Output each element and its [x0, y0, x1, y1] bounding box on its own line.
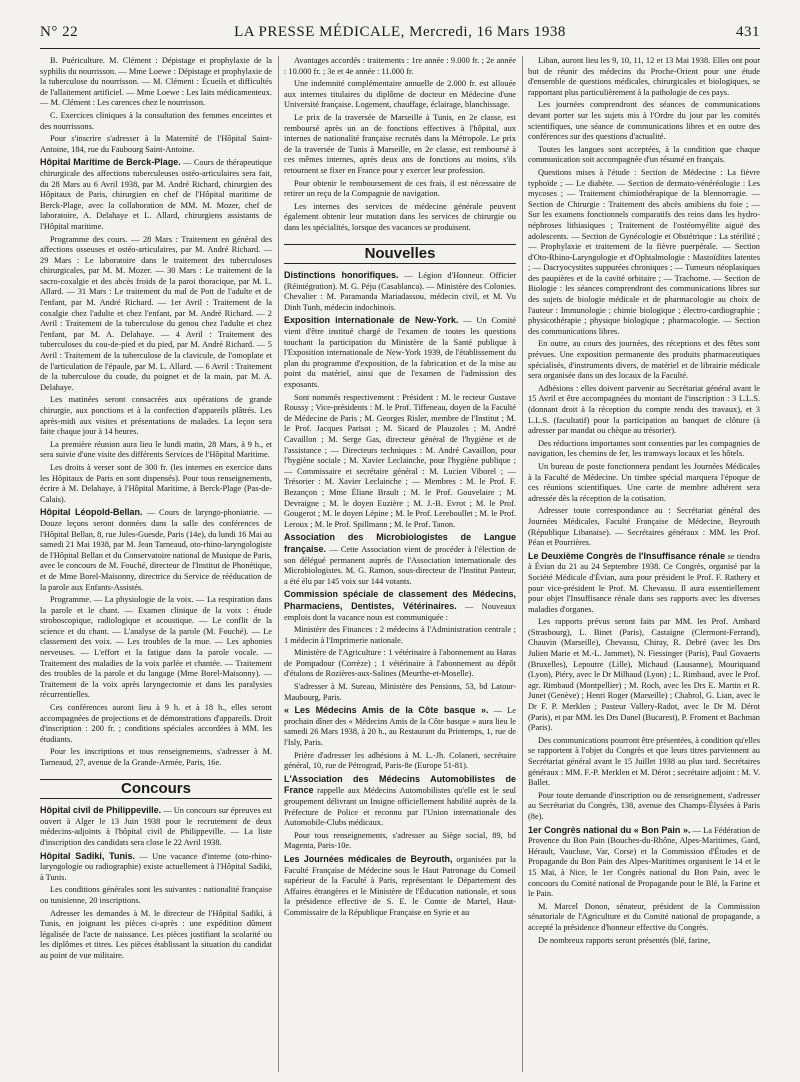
paragraph-text: — Un concours sur épreuves est ouvert à Alger le 13 Juin 1938 pour le recrutement de deux médecins-adjoints à l'hôpital civil de Philippeville. — La liste d'inscription des candidats sera close le 22 Avril 1938. [40, 806, 272, 847]
article-paragraph [284, 831, 516, 852]
article-paragraph [40, 909, 272, 962]
article-paragraph [528, 791, 760, 823]
paragraph-text: Pour s'inscrire s'adresser à la Maternité de l'Hôpital Saint-Antoine, 184, rue du Faubourg Saint-Antoine. [40, 134, 272, 154]
article-paragraph [528, 462, 760, 504]
paragraph-text: Ces conférences auront lieu à 9 h. et à 18 h., elles seront accompagnées de projections et de démonstrations d'appareils. Droit d'inscription : 200 fr. ; conditions spéciales accordées à MM. les étudiants. [40, 703, 272, 744]
paragraph-text: B. Puériculture. M. Clément : Dépistage et prophylaxie de la syphilis du nourrisson. — Mme Loewe : Dépistage et prophylaxie de la tuberculose du nourrisson. — M. Clément : Écueils et difficultés de l'allaitement artificiel. — Mme Loewe : Les laits médicamenteux. — M. Clément : Les carences chez le nourrisson. [40, 56, 272, 108]
column-left [40, 56, 272, 1072]
paragraph-text: Adresser les demandes à M. le directeur de l'Hôpital Sadiki, à Tunis, en joignant les pièces ci-après : une expédition dûment légalisée de l'acte de naissance. Les pièces justifiant la scolarité ou les diplômes et titres. Les pièces établissant la situation du candidat au point de vue militaire. [40, 908, 272, 960]
paragraph-text: Les conditions générales sont les suivantes : nationalité française ou tunisienne, 20 inscriptions. [40, 885, 272, 905]
article-paragraph [528, 439, 760, 460]
article-paragraph [528, 617, 760, 734]
paragraph-text: Les journées comprendront des séances de communications devant porter sur les sujets mis à l'Ordre du jour par les comités scientifiques, une séance de communications libres et en outre des conférences sur des questions d'actualité. [528, 100, 760, 142]
article-paragraph [40, 747, 272, 768]
article-paragraph [40, 134, 272, 155]
article-paragraph [284, 648, 516, 680]
article-paragraph [40, 235, 272, 394]
column-middle [284, 56, 516, 1072]
article-paragraph [528, 145, 760, 166]
article-paragraph [40, 440, 272, 461]
article-paragraph [528, 384, 760, 437]
article-paragraph [528, 506, 760, 548]
article-heading: Hôpital Maritime de Berck-Plage. [40, 157, 181, 168]
article-paragraph [40, 111, 272, 132]
paragraph-text: organisées par la Faculté Française de Médecine sous le Haut Patronage du Conseil supérieur de la Faculté à Paris, représentant le Département des Affaires étrangères et le Ministère de l'Éducation nationale, et sous la présidence effective de S. E. le Comte de Martel, Haut-Commissaire de la République Française en Syrie et au [284, 854, 516, 917]
issue-number: N° 22 [40, 24, 79, 40]
paragraph-text: — Nouveaux emplois dont la vacance nous est communiquée : [284, 601, 516, 622]
paragraph-text: Questions mises à l'étude : Section de Médecine : La fièvre typhoïde ; — Le diabète. — Section de dermato-vénéréologie : Les mycoses ; — Traitement chimiothérapique de la blennorragie. — Section de Chirurgie : Traitement des abcès amibiens du foie ; — Sur les examens fonctionnels comparatifs des reins dans les hydro-néphroses lithiasiques ; Traitement de l'ostéomyélite aiguë des adolescents. — Section de Gynécologie et Obstétrique : La stérilité ; — Prophylaxie et traitement de la fièvre puerpérale. — Section d'Oto-Rhino-Laryngologie et d'Ophtalmologie : Mastoïdites latentes ; — Dacryocystites suppurées chroniques ; — Tumeurs néoplasiques des paupières et de la cavité orbitaire ; — Trachome. — Section de Biologie : les séances comprendront des communications libres sur des sujets de biologie médicale et de pharmacologie au choix de l'auteur : Immunologie ; chimie biologique ; électro-cardiographie ; physicothérapie ; physique biologique ; pharmacologie. — Section des communications libres. [528, 167, 760, 336]
article-paragraph [284, 113, 516, 177]
paragraph-text: Les droits à verser sont de 300 fr. (les internes en exercice dans les Hôpitaux de Paris en sont dispensés). Pour tous renseignements, écrire à M. Delahaye, à l'Hôpital Maritime, à Berck-Plage (Pas-de-Calais). [40, 462, 272, 504]
page-header [40, 22, 760, 46]
article-heading: Hôpital Sadiki, Tunis. [40, 850, 135, 861]
article-paragraph [284, 56, 516, 77]
paragraph-text: Programme. — La physiologie de la voix. — La respiration dans la parole et le chant. — Examen clinique de la voix : étude stroboscopique, radiologique et acoustique. — Le conflit de la science et du chant. — L'analyse de la parole (M. Fouché). — Le classement des voix. — Les troubles de la mue. — Les aphonies nerveuses. — L'effort et la fatigue dans la parole vocale. — Traitement des maladies de la voix parlée et chantée. — Traitement des troubles de la parole et du langage (Mme Borel-Maisonny). — Traitement de la voix après laryngectomie et dans les paralysies récurrentielles. [40, 595, 272, 700]
article-paragraph [528, 100, 760, 142]
paragraph-text: — Cours de laryngo-phoniatrie. — Douze leçons seront données dans la salle des conférences de l'Hôpital Bellan, 8, rue Jules-Guesde, Paris (14e), du lundi 16 Mai au samedi 21 Mai 1938, par M. Jean Tarneaud, oto-rhino-laryngologiste de l'Hôpital Bellan et du Conservatoire national de Musique de Paris, avec le concours de M. Fouché, directeur de l'Institut de Phonétique, et de Mme Borel-Maisonny, directrice du Service de rééducation de la parole aux Enfants-Assistés. [40, 508, 272, 592]
article-heading: Hôpital Léopold-Bellan. [40, 507, 143, 518]
paragraph-text: Ministère de l'Agriculture : 1 vétérinaire à l'abonnement au Haras de Pompadour (Corrèze) ; 1 vétérinaire à l'abonnement au dépôt d'étalons de Rozières-aux-Salines (Meurthe-et-Moselle). [284, 648, 516, 679]
article-paragraph [284, 682, 516, 703]
article-paragraph [284, 532, 516, 587]
article-paragraph [528, 825, 760, 900]
paragraph-text: Un bureau de poste fonctionnera pendant les Journées Médicales à la Faculté de Médecine. Un timbre spécial marquera l'époque de ces réunions scientifiques. Une carte de membre adhérent sera adressée dès la réception de la cotisation. [528, 461, 760, 503]
article-heading: Exposition internationale de New-York. [284, 315, 459, 326]
article-heading: L'Association des Médecins Automobilistes de France [284, 773, 516, 796]
paragraph-text: — Le prochain dîner des « Médecins Amis de la Côte basque » aura lieu le samedi 26 Mars 1938, à 20 h., au Restaurant du Printemps, 1, rue de l'Isly, Paris. [284, 706, 516, 748]
paragraph-text: Pour obtenir le remboursement de ces frais, il est nécessaire de retirer un reçu de la Compagnie de navigation. [284, 178, 516, 199]
article-paragraph [284, 270, 516, 313]
article-heading: « Les Médecins Amis de la Côte basque ». [284, 705, 489, 716]
article-paragraph [40, 703, 272, 745]
paragraph-text: Avantages accordés : traitements : 1re année : 9.000 fr. ; 2e année : 10.000 fr. ; 3e et 4e année : 11.000 fr. [284, 56, 516, 76]
article-paragraph [40, 56, 272, 109]
article-paragraph [528, 736, 760, 789]
article-paragraph [284, 751, 516, 772]
paragraph-text: S'adresser à M. Sureau, Ministère des Pensions, 53, bd Latour-Maubourg, Paris. [284, 682, 516, 702]
paragraph-text: — Un Comité vient d'être institué chargé de l'examen de toutes les questions touchant la participation du Ministère de la Santé publique à l'Exposition internationale de New-York 1939, de l'établissement du plan du programme d'exposition, de la fabrication et de la mise au point du matériel, ainsi que de l'examen de l'admission des exposants. [284, 316, 516, 390]
article-heading: Les Journées médicales de Beyrouth, [284, 853, 453, 864]
article-paragraph [528, 56, 760, 98]
article-paragraph [284, 202, 516, 234]
article-paragraph [528, 936, 760, 947]
paragraph-text: Des réductions importantes sont consenties par les compagnies de navigation, les chemins de fer, les tramways locaux et les hôtels. [528, 438, 760, 459]
article-paragraph [40, 885, 272, 906]
section-heading: Nouvelles [284, 244, 516, 265]
paragraph-text: Les internes des services de médecine générale peuvent également obtenir leur mutation dans les services de chirurgie ou dans les spécialités, lorsque des vacances se produisent. [284, 201, 516, 232]
paragraph-text: Les rapports prévus seront faits par MM. les Prof. Ambard (Strasbourg), L. Binet (Paris), Castaigne (Clermont-Ferrand), Chauvin (Marseille), Chevassu, Chiray, R. Debré (avec les Drs Julien Marie et M.-L. Jammet), N. Fiessinger (Paris), Paul Govaerts (Bruxelles), Lepoutre (Lille), Michaud (Lausanne), Mouriquand (Lyon), Piéry, avec le Dr Milhaud (Lyon) ; L. Rimbaud, avec le Prof. agr. Rimbaud (Montpellier) ; M. Roch, avec les Drs E. Martin et R. Junet (Genève) ; Henri Roger (Marseille) ; Chabrol, G. Lian, avec le Dr F. P. Merklen ; Pasteur Vallery-Radot, avec le Dr M. Dérot (Paris), et par MM. les Drs Danel (Bucarest), P. Froment et Bachman (Paris). [528, 617, 760, 733]
paragraph-text: M. Marcel Donon, sénateur, président de la Commission sénatoriale de l'Agriculture et du Comité national de propagande, a accepté la présidence d'honneur effective du Congrès. [528, 901, 760, 932]
paragraph-text: Adhésions : elles doivent parvenir au Secrétariat général avant le 15 Avril et être accompagnées du montant de l'inscription : 3 L.L.S. (donnant droit à la réception du compte rendu des travaux), et 3 L.L.S. (facultatif) pour la participation au banquet de clôture (à adresser par mandat ou chèque au trésorier). [528, 383, 760, 436]
header-rule [40, 48, 760, 49]
paragraph-text: — Une vacance d'interne (oto-rhino-laryngologie ou radiographie) existe actuellement à l'Hôpital Sadiki, à Tunis. [40, 851, 272, 882]
page-number: 431 [736, 24, 760, 40]
article-paragraph [284, 854, 516, 919]
paragraph-text: rappelle aux Médecins Automobilistes qu'elle est le seul groupement délivrant un Insigne officiellement habilité auprès de la Préfecture de Police et reconnu par l'Union internationale des Automobile-Clubs médicaux. [284, 786, 516, 828]
article-paragraph [284, 79, 516, 111]
paragraph-text: Les matinées seront consacrées aux opérations de grande chirurgie, aux ponctions et à la confection d'appareils plâtrés. Les après-midi aux visites et présentations de malades. La leçon sera faite chaque jour à 14 heures. [40, 395, 272, 437]
article-paragraph [40, 507, 272, 593]
article-paragraph [40, 463, 272, 505]
article-paragraph [40, 157, 272, 232]
paragraph-text: Une indemnité complémentaire annuelle de 2.000 fr. est allouée aux internes titulaires du diplôme de docteur en Médecine d'une Université française. Logement, chauffage, éclairage, blanchissage. [284, 79, 516, 110]
paragraph-text: De nombreux rapports seront présentés (blé, farine, [538, 935, 711, 945]
article-paragraph [40, 851, 272, 884]
paragraph-text: Adresser toute correspondance au : Secrétariat général des Journées Médicales, Faculté Française de Médecine, Beyrouth (République Libanaise). — Secrétaires généraux : MM. les Prof. Péan et Pourrières. [528, 506, 760, 548]
paragraph-text: Le prix de la traversée de Marseille à Tunis, en 2e classe, est remboursé après un an de fonctions effectives à l'hôpital, aux internes de nationalité française recrutés dans la Métropole. Le prix de la traversée de Tunis à Marseille, en 2e classe, est remboursé à ces mêmes internes, après deux ans de fonctions au moins, s'ils retournent se fixer en France pour y exercer leur profession. [284, 112, 516, 175]
paragraph-text: — Légion d'Honneur. Officier (Réintégration). M. G. Péju (Casablanca). — Ministère des Colonies. Chevalier : M. Paramanda Mariadassou, médecin civil, et M. Vu Dinh Tunh, médecin indochinois. [284, 271, 516, 312]
article-heading: Association des Microbiologistes de Langue française. [284, 532, 516, 554]
article-paragraph [528, 339, 760, 381]
paragraph-text: — La Fédération de Provence du Bon Pain (Bouches-du-Rhône, Alpes-Maritimes, Gard, Hérault, Vaucluse, Var, Corse) et la Commission d'Études et de Propagande du Bon Pain des Alpes-Maritimes organisent le 14 et le 15 Mai, à Nice, le 1er Congrès national du Bon Pain, avec le concours du Comité national de Propagande pour le Blé, la Farine et le Pain. [528, 825, 760, 899]
article-heading: Commission spéciale de classement des Médecins, Pharmaciens, Dentistes, Vétérinaires. [284, 589, 516, 611]
article-paragraph [528, 551, 760, 616]
article-heading: Le Deuxième Congrès de l'Insuffisance rénale [528, 550, 726, 561]
article-paragraph [284, 774, 516, 829]
masthead-title: LA PRESSE MÉDICALE, Mercredi, 16 Mars 1938 [234, 24, 566, 40]
paragraph-text: En outre, au cours des journées, des réceptions et des fêtes sont prévues. Une exposition permanente des produits pharmaceutiques spécialisés, d'instruments divers, de matériel et de librairie médicale sera organisée dans un des locaux de la Faculté. [528, 339, 760, 381]
article-paragraph [284, 179, 516, 200]
paragraph-text: Pour les inscriptions et tous renseignements, s'adresser à M. Tarneaud, 27, avenue de la Grande-Armée, Paris, 16e. [40, 747, 272, 767]
article-heading: Hôpital civil de Philippeville. [40, 805, 162, 816]
column-divider [522, 56, 523, 1072]
paragraph-text: Sont nommés respectivement : Président : M. le recteur Gustave Roussy ; Vice-présidents : M. le Prof. Tiffeneau, doyen de la Faculté de Médecine de Paris ; M. Georges Risler, membre de l'Institut ; M. le Prof. Jacques Parisot ; M. Sicard de Plauzoles ; M. André Cavaillon ; M. Serge Gas, directeur général de l'hygiène et de l'assistance ; — Directeurs techniques : M. André Cavaillon, pour l'hygiène sociale ; M. Xavier Leclainche, pour l'hygiène publique ; — Commissaire et secrétaire général : M. Lucien Viborel ; — Trésorier : M. Xavier Leclainche ; — Membres : M. le Prof. F. Bezançon ; Mme Éliane Brault ; M. le Prof. Gouvelaire ; M. Devraigne ; M. le doyen Euzière ; M. J.-B. Evrot ; M. le Prof. Gougerot ; M. le doyen Lépine ; M. le Prof. Lereboullet ; M. le Prof. Leroux ; M. le Prof. Spillmann ; M. le Prof. Tanon. [284, 392, 516, 529]
article-paragraph [284, 625, 516, 646]
paragraph-text: Ministère des Finances : 2 médecins à l'Administration centrale ; 1 médecin à l'Imprimerie nationale. [284, 625, 516, 645]
paragraph-text: La première réunion aura lieu le lundi matin, 28 Mars, à 9 h., et sera suivie d'une visite des différents Services de l'Hôpital Maritime. [40, 439, 272, 460]
paragraph-text: Programme des cours. — 28 Mars : Traitement en général des affections osseuses et ostéo-articulaires, par M. André Richard. — 29 Mars : Le laboratoire dans le traitement des tuberculoses chirurgicales, par M. M. Mozer. — 30 Mars : Le traitement de la sacro-coxalgie et des abcès froids de la paroi thoracique, par M. L. Allard. — 31 Mars : Le traitement du mal de Pott de l'adulte et de l'enfant, par M. André Richard. — 1er Avril : Traitement de la coxalgie chez l'adulte et chez l'enfant, par M. André Richard. — 2 Avril : Traitement de la tuberculose du genou chez l'adulte et chez l'enfant, par M. A. Delahaye. — 4 Avril : Traitement des tuberculoses du cou-de-pied et du pied, par M. André Richard. — 5 Avril : Traitement de la tuberculose de la clavicule, de l'omoplate et de l'articulation de l'épaule, par M. L. Allard. — 6 Avril : Traitement de la tuberculose du coude, du poignet et de la main, par M. A. Delahaye. [40, 234, 272, 392]
paragraph-text: Pour toute demande d'inscription ou de renseignement, s'adresser au Secrétariat du Congrès, 138, avenue des Champs-Élysées à Paris (8e). [528, 790, 760, 821]
paragraph-text: — Cours de thérapeutique chirurgicale des affections tuberculeuses ostéo-articulaires sera fait, du 28 Mars au 6 Avril 1938, par M. André Richard, chirurgien des Hôpitaux de Paris, chirurgien en chef de l'Hôpital maritime de Berck-Plage, avec la collaboration de MM. M. Mozer, chef de laboratoire, A. Delahaye et L. Allard, chirurgiens assistants de l'Hôpital maritime. [40, 158, 272, 231]
paragraph-text: se tiendra à Évian du 21 au 24 Septembre 1938. Ce Congrès, organisé par la Société Médicale d'Évian, aura pour président le Prof. F. Rathery et pour vice-président le Prof. M. Chevassu. Il aura essentiellement pour objet l'Insuffisance rénale dans ses rapports avec les diverses maladies d'organes. [528, 551, 760, 614]
article-paragraph [40, 395, 272, 437]
column-divider [278, 56, 279, 1072]
section-heading: Concours [40, 779, 272, 800]
paragraph-text: Pour tous renseignements, s'adresser au Siège social, 89, bd Magenta, Paris-10e. [284, 830, 516, 851]
paragraph-text: Liban, auront lieu les 9, 10, 11, 12 et 13 Mai 1938. Elles ont pour but de réunir des médecins du Proche-Orient pour une étude d'ensemble de questions médicales, chirurgicales et biologiques, se rapportant plus particulièrement à la pathologie de ces pays. [528, 56, 760, 97]
paragraph-text: — Cette Association vient de procéder à l'élection de son délégué permanent auprès de l'Association internationale des Microbiologistes. M. G. Ramon, sous-directeur de l'Institut Pasteur, a été élu par 145 voix sur 144 votants. [284, 544, 516, 586]
paragraph-text: Toutes les langues sont acceptées, à la condition que chaque communication soit accompagnée d'un résumé en français. [528, 144, 760, 165]
column-right [528, 56, 760, 1072]
article-paragraph [284, 705, 516, 748]
article-paragraph [284, 393, 516, 531]
article-paragraph [284, 589, 516, 623]
article-paragraph [40, 805, 272, 848]
paragraph-text: C. Exercices cliniques à la consultation des femmes enceintes et des nourrissons. [40, 110, 272, 131]
article-paragraph [284, 315, 516, 390]
paragraph-text: Prière d'adresser les adhésions à M. L.-Jh. Colaneri, secrétaire général, 10, rue de Pétrograd, Paris-8e (Europe 51-81). [284, 750, 516, 771]
article-heading: 1er Congrès national du « Bon Pain ». [528, 824, 691, 835]
article-paragraph [528, 168, 760, 338]
article-paragraph [40, 595, 272, 701]
article-paragraph [528, 902, 760, 934]
article-heading: Distinctions honorifiques. [284, 270, 399, 281]
paragraph-text: Des communications pourront être présentées, à condition qu'elles se rapportent à l'objet du Congrès et que leurs titres parviennent au Secrétariat général avant le 15 Juillet 1938 au plus tard. Secrétaires généraux : MM. F.-P. Merklen et M. Dérot ; secrétaire adjoint : M. V. Ballet. [528, 735, 760, 788]
